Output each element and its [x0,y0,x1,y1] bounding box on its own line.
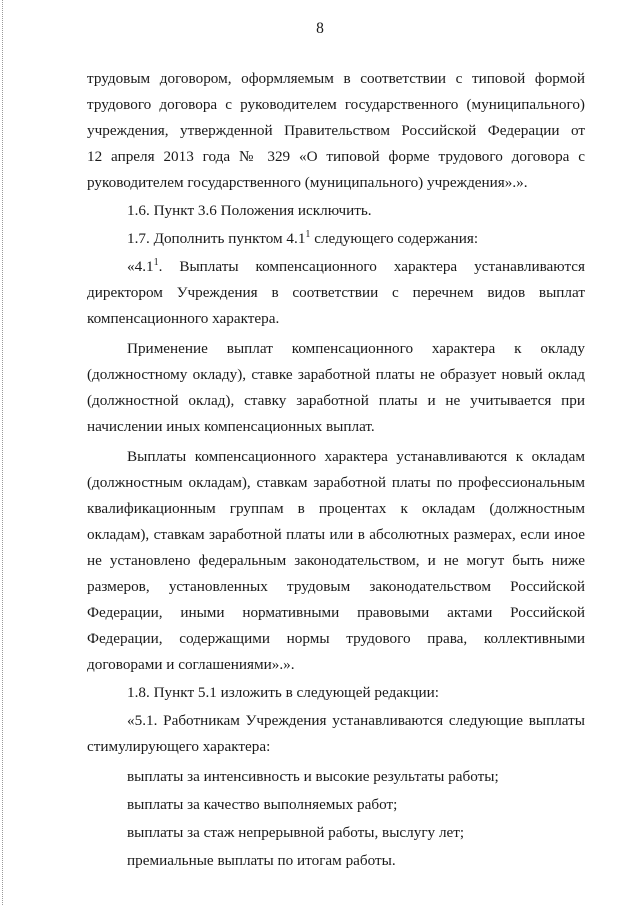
paragraph-line: Применение выплат компенсационного характера к окладу [127,340,585,357]
paragraph-line: (должностным окладам), ставкам заработной платы по профессиональным [87,474,585,491]
paragraph-line: договорами и соглашениями».». [87,656,295,673]
clause-1-7-tail: следующего содержания: [310,230,479,247]
superscript: 1 [305,228,311,240]
paragraph-line: Федерации, иными нормативными правовыми актами Российской [87,604,585,621]
paragraph-line: 12 апреля 2013 года № 329 «О типовой форме трудового договора с [87,148,585,165]
clause-4-1-1-first-line [87,254,585,280]
paragraph-line: (должностной оклад), ставку заработной платы и не учитывается при [87,392,585,409]
clause-1-8: 1.8. Пункт 5.1 изложить в следующей редакции: [127,684,440,701]
paragraph-line: трудовым договором, оформляемым в соответствии с типовой формой [87,70,585,87]
paragraph-line: компенсационного характера. [87,310,280,327]
paragraph-line: не установлено федеральным законодательством, и не могут быть ниже [87,552,585,569]
paragraph-line: трудового договора с руководителем государственного (муниципального) [87,96,585,113]
list-item: премиальные выплаты по итогам работы. [127,852,396,869]
paragraph-line: «5.1. Работникам Учреждения устанавливаются следующие выплаты [127,712,585,729]
superscript: 1 [153,256,159,268]
clause-1-7-text: 1.7. Дополнить пунктом 4.1 [127,230,306,247]
clause-1-6: 1.6. Пункт 3.6 Положения исключить. [127,202,372,219]
list-item: выплаты за интенсивность и высокие результаты работы; [127,768,499,785]
list-item: выплаты за качество выполняемых работ; [127,796,398,813]
paragraph-line: директором Учреждения в соответствии с перечнем видов выплат [87,284,585,301]
clause-1-7 [87,226,585,252]
document-body [87,66,585,874]
paragraph-line: стимулирующего характера: [87,738,271,755]
page-number: 8 [316,20,324,37]
list-item: выплаты за стаж непрерывной работы, выслугу лет; [127,824,465,841]
paragraph-line: окладам), ставкам заработной платы или в абсолютных размерах, если иное [87,526,585,543]
paragraph-line: Выплаты компенсационного характера устанавливаются к окладам [127,448,585,465]
paragraph-line: (должностному окладу), ставке заработной платы не образует новый оклад [87,366,585,383]
paragraph-line: размеров, установленных трудовым законодательством Российской [87,578,585,595]
paragraph-line: руководителем государственного (муниципального) учреждения».». [87,174,528,191]
paragraph-line: учреждения, утвержденной Правительством Российской Федерации от [87,122,585,139]
clause-4-1-1-lead: «4.1 [127,258,154,275]
clause-4-1-1-tail: . Выплаты компенсационного характера устанавливаются [158,258,585,275]
paragraph-line: Федерации, содержащими нормы трудового права, коллективными [87,630,585,647]
paragraph-line: начислении иных компенсационных выплат. [87,418,375,435]
scan-edge [2,0,4,905]
paragraph-line: квалификационным группам в процентах к окладам (должностным [87,500,585,517]
